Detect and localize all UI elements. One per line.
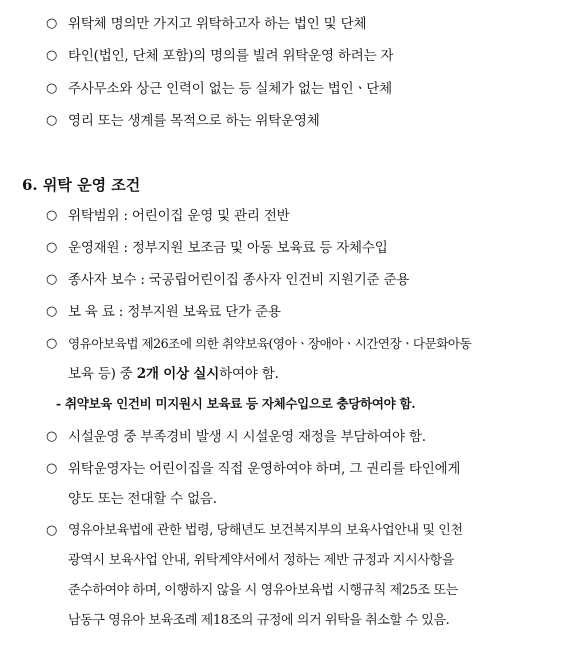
list-item-text: 보 육 료 : 정부지원 보육료 단가 준용 — [68, 304, 281, 320]
circle-bullet-icon: ○ — [46, 208, 58, 223]
text-run: 하여야 함. — [219, 366, 279, 382]
circle-bullet-icon: ○ — [46, 272, 58, 287]
list-item-text: 준수하여야 하며, 이행하지 않을 시 영유아보육법 시행규칙 제25조 또는 — [68, 583, 458, 598]
list-item-text: 영유아보육법 제26조에 의한 취약보육(영아ㆍ장애아ㆍ시간연장ㆍ다문화아동 — [68, 336, 472, 351]
emphasis-text: 2개 이상 실시 — [136, 366, 220, 382]
list-item-text: 위탁운영자는 어린이집을 직접 운영하여야 하며, 그 권리를 타인에게 — [68, 461, 461, 477]
circle-bullet-icon: ○ — [46, 113, 58, 128]
circle-bullet-icon: ○ — [46, 461, 58, 476]
text-run: 보육 등) 중 — [68, 366, 137, 382]
circle-bullet-icon: ○ — [46, 523, 58, 538]
circle-bullet-icon: ○ — [46, 336, 58, 351]
section-heading: 6. 위탁 운영 조건 — [22, 176, 141, 194]
list-item-text: 위탁범위 : 어린이집 운영 및 관리 전반 — [68, 208, 290, 224]
list-item-text: 운영재원 : 정부지원 보조금 및 아동 보육료 등 자체수입 — [68, 240, 388, 256]
list-item-text: 광역시 보육사업 안내, 위탁계약서에서 정하는 제반 규정과 지시사항을 — [68, 553, 455, 568]
circle-bullet-icon: ○ — [46, 429, 58, 444]
list-item-text — [68, 364, 279, 384]
sub-note: - 취약보육 인건비 미지원시 보육료 등 자체수입으로 충당하여야 함. — [56, 396, 416, 411]
list-item-text: 타인(법인, 단체 포함)의 명의를 빌려 위탁운영 하려는 자 — [68, 48, 394, 64]
list-item-text: 영리 또는 생계를 목적으로 하는 위탁운영체 — [68, 113, 320, 129]
list-item-text: 주사무소와 상근 인력이 없는 등 실체가 없는 법인ㆍ단체 — [68, 81, 392, 97]
circle-bullet-icon: ○ — [46, 304, 58, 319]
list-item-text: 영유아보육법에 관한 법령, 당해년도 보건복지부의 보육사업안내 및 인천 — [68, 523, 463, 538]
circle-bullet-icon: ○ — [46, 48, 58, 63]
list-item-text: 남동구 영유아 보육조례 제18조의 규정에 의거 위탁을 취소할 수 있음. — [68, 613, 450, 628]
list-item-text: 양도 또는 전대할 수 없음. — [68, 491, 217, 507]
list-item-text: 위탁체 명의만 가지고 위탁하고자 하는 법인 및 단체 — [68, 16, 367, 32]
circle-bullet-icon: ○ — [46, 240, 58, 255]
list-item-text: 종사자 보수 : 국공립어린이집 종사자 인건비 지원기준 준용 — [68, 272, 410, 288]
circle-bullet-icon: ○ — [46, 81, 58, 96]
circle-bullet-icon: ○ — [46, 16, 58, 31]
list-item-text: 시설운영 중 부족경비 발생 시 시설운영 재정을 부담하여야 함. — [68, 429, 426, 445]
